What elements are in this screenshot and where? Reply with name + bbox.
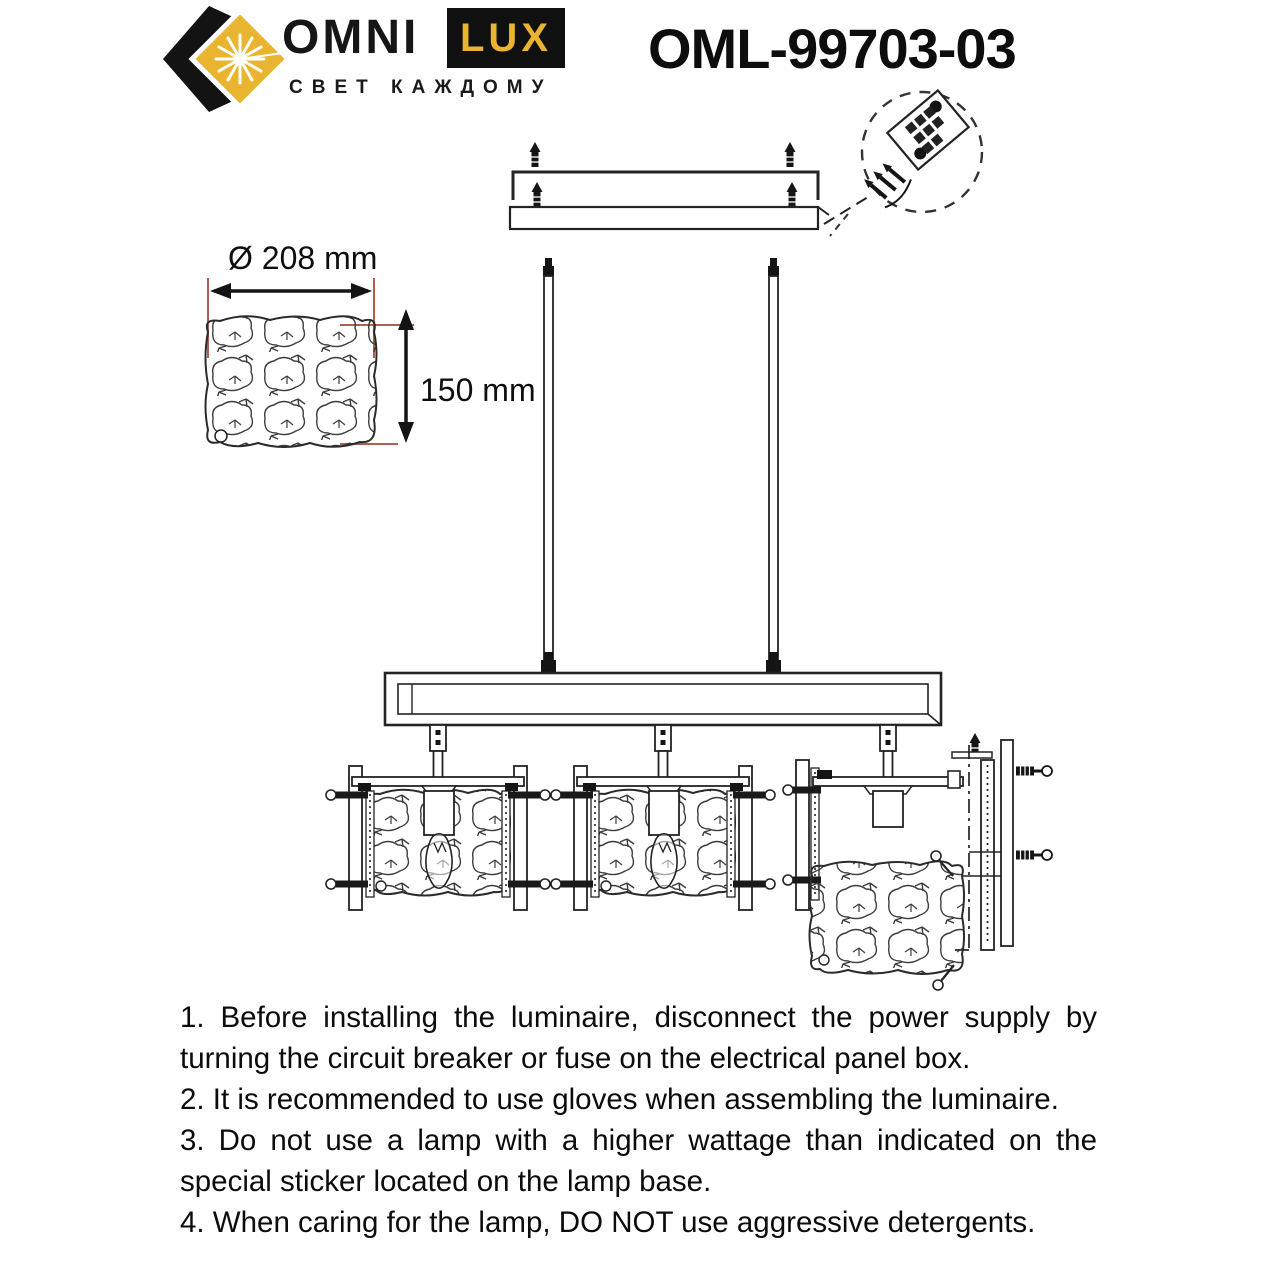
instruction-item-4: 4. When caring for the lamp, DO NOT use aggressive detergents. <box>180 1206 1036 1239</box>
side-screw-icon <box>1016 766 1052 776</box>
fixture-bar <box>385 652 941 725</box>
lamp-stem <box>880 725 896 778</box>
lamp-socket <box>873 791 903 827</box>
brand-name-primary: OMNI <box>282 11 420 64</box>
lamp-unit-2 <box>551 766 775 910</box>
shade-outline <box>206 316 377 447</box>
brand-tagline: СВЕТ КАЖДОМУ <box>289 77 553 98</box>
installation-instructions <box>180 997 1097 1243</box>
detail-screws-icon <box>859 156 914 211</box>
detail-leader-line <box>824 197 868 224</box>
mounting-screw-icon <box>785 142 796 167</box>
suspension-rod-left <box>543 258 554 673</box>
instruction-item-1: 1. Before installing the luminaire, disconnect the power supply by turning the circuit breaker or fuse on the electrical panel box. <box>180 1001 1097 1075</box>
mounting-screw-icon <box>787 182 798 207</box>
lamp-stem <box>655 725 671 778</box>
dimension-height-label: 150 mm <box>420 372 536 408</box>
mounting-screw-icon <box>530 142 541 167</box>
terminal-block-icon <box>887 90 968 169</box>
mounting-screw-icon <box>532 182 543 207</box>
ceiling-canopy <box>510 207 818 229</box>
model-number: OML-99703-03 <box>648 17 1016 80</box>
shade-dimension-figure <box>206 278 415 447</box>
detached-shade <box>810 861 965 974</box>
suspension-rod-right <box>768 258 779 673</box>
lamp-unit-1 <box>326 766 550 910</box>
ceiling-mount-assembly <box>510 142 868 229</box>
brand-name-secondary: LUX <box>460 15 552 60</box>
lamp-stem <box>430 725 446 778</box>
instruction-item-3: 3. Do not use a lamp with a higher wattage than indicated on the special sticker located on the lamp base. <box>180 1124 1097 1198</box>
mounting-bracket <box>513 172 818 200</box>
dimension-width-label: Ø 208 mm <box>228 240 378 276</box>
mounting-detail-circle <box>830 90 982 236</box>
side-screw-icon <box>1016 850 1052 860</box>
instruction-item-2: 2. It is recommended to use gloves when assembling the luminaire. <box>180 1083 1059 1116</box>
lamp-unit-3-exploded <box>783 733 1052 990</box>
